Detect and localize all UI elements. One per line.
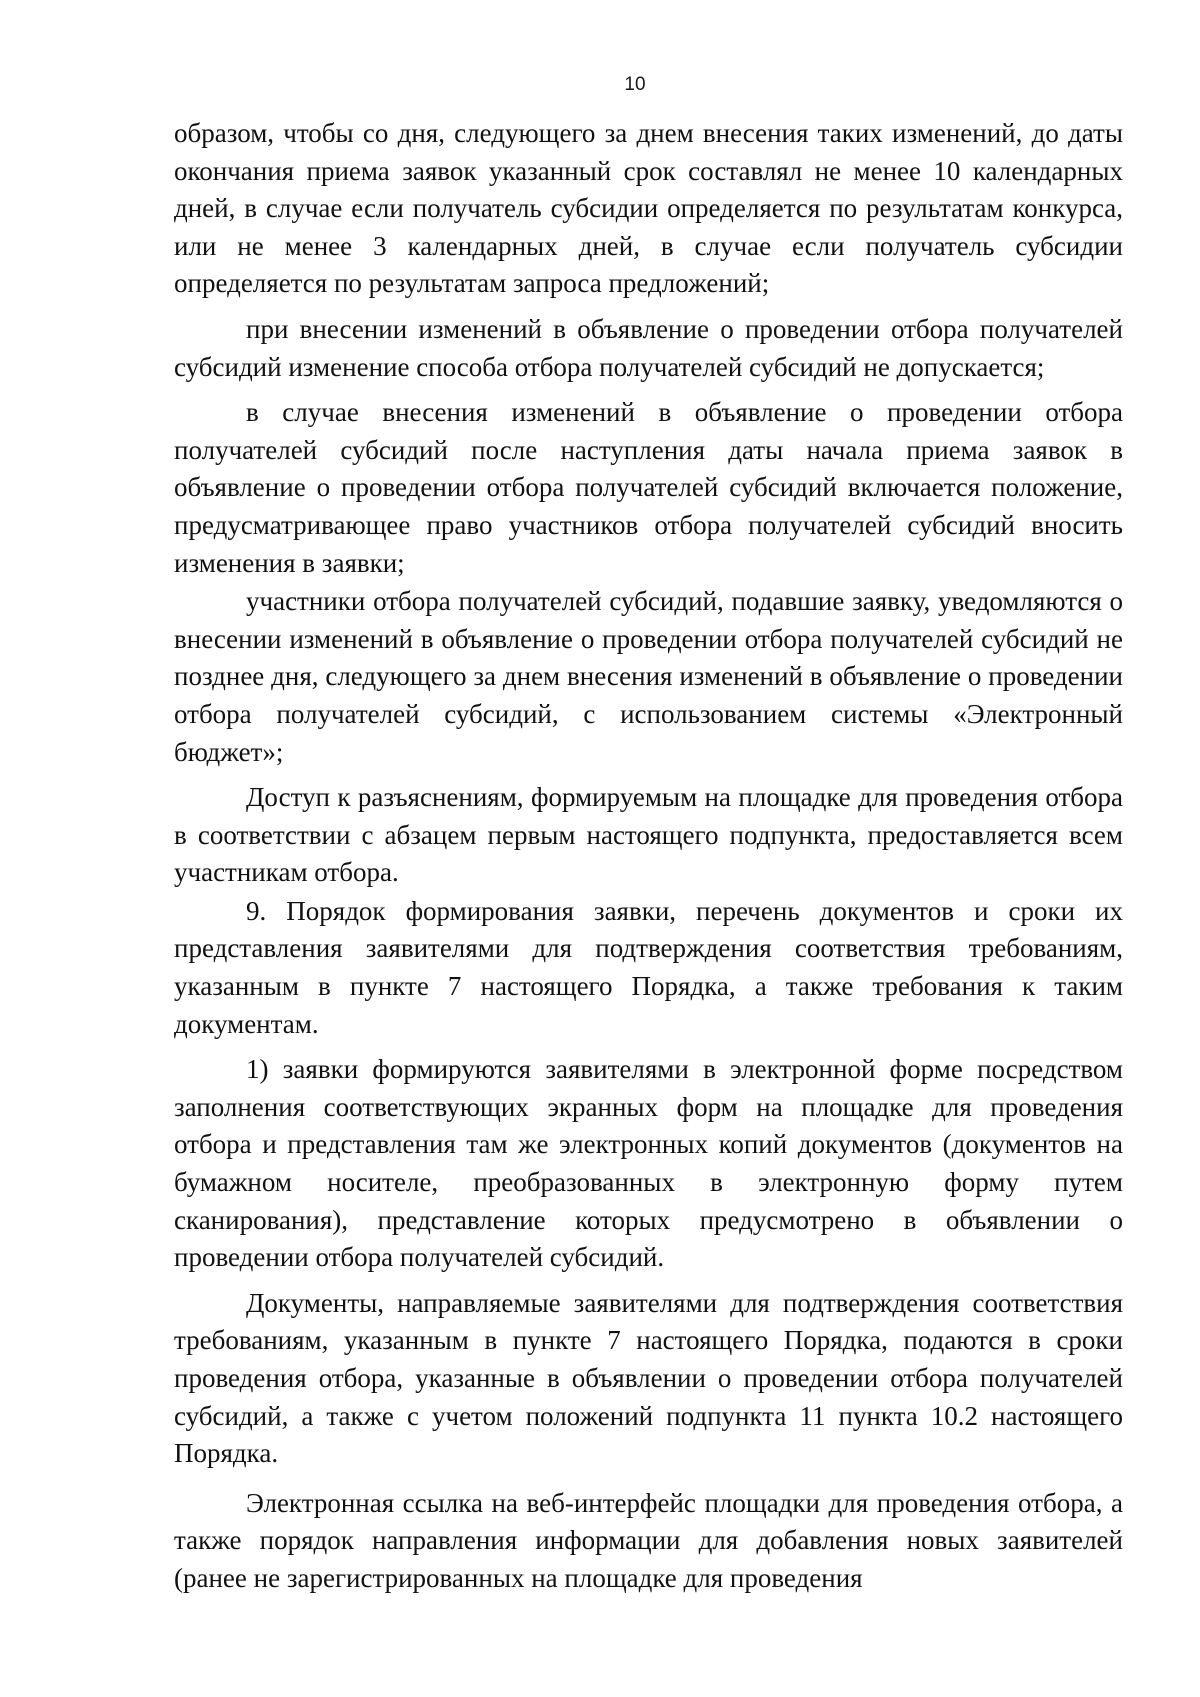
- paragraph-item-9: 9. Порядок формирования заявки, перечень документов и сроки их представления заявителями для подтверждения соответствия требованиям, указанным в пункте 7 настоящего Порядка, а также требования к таким документам.: [174, 895, 1123, 1039]
- paragraph-documents-deadlines: Документы, направляемые заявителями для подтверждения соответствия требованиям, указанным в пункте 7 настоящего Порядка, подаются в сроки проведения отбора, указанные в объявлении о проведении отбора получателей субсидий, а также с учетом положений подпункта 11 пункта 10.2 настоящего Порядка.: [174, 1287, 1123, 1469]
- paragraph-subitem-1: 1) заявки формируются заявителями в электронной форме посредством заполнения соответствующих экранных форм на площадке для проведения отбора и представления там же электронных копий документов (документов на бумажном носителе, преобразованных в электронную форму путем сканирования), представление которых предусмотрено в объявлении о проведении отбора получателей субсидий.: [174, 1054, 1123, 1273]
- paragraph-participant-notification: участники отбора получателей субсидий, подавшие заявку, уведомляются о внесении изменений в объявление о проведении отбора получателей субсидий не позднее дня, следующего за днем внесения изменений в объявление о проведении отбора получателей субсидий, с использованием системы «Электронный бюджет»;: [174, 586, 1123, 767]
- document-body: [174, 115, 1123, 1598]
- paragraph-continuation: образом, чтобы со дня, следующего за днем внесения таких изменений, до даты окончания приема заявок указанный срок составлял не менее 10 календарных дней, в случае если получатель субсидии определяется по результатам конкурса, или не менее 3 календарных дней, в случае если получатель субсидии определяется по результатам запроса предложений;: [174, 118, 1123, 299]
- page-number: 10: [624, 74, 646, 95]
- paragraph-electronic-link: Электронная ссылка на веб-интерфейс площадки для проведения отбора, а также порядок направления информации для добавления новых заявителей (ранее не зарегистрированных на площадке для проведения: [174, 1487, 1123, 1593]
- paragraph-clarifications-access: Доступ к разъяснениям, формируемым на площадке для проведения отбора в соответствии с абзацем первым настоящего подпункта, предоставляется всем участникам отбора.: [174, 782, 1123, 888]
- paragraph-amendments-after-start: в случае внесения изменений в объявление о проведении отбора получателей субсидий после наступления даты начала приема заявок в объявление о проведении отбора получателей субсидий включается положение, предусматривающее право участников отбора получателей субсидий вносить изменения в заявки;: [174, 397, 1123, 578]
- paragraph-selection-method: при внесении изменений в объявление о проведении отбора получателей субсидий изменение способа отбора получателей субсидий не допускается;: [174, 313, 1123, 382]
